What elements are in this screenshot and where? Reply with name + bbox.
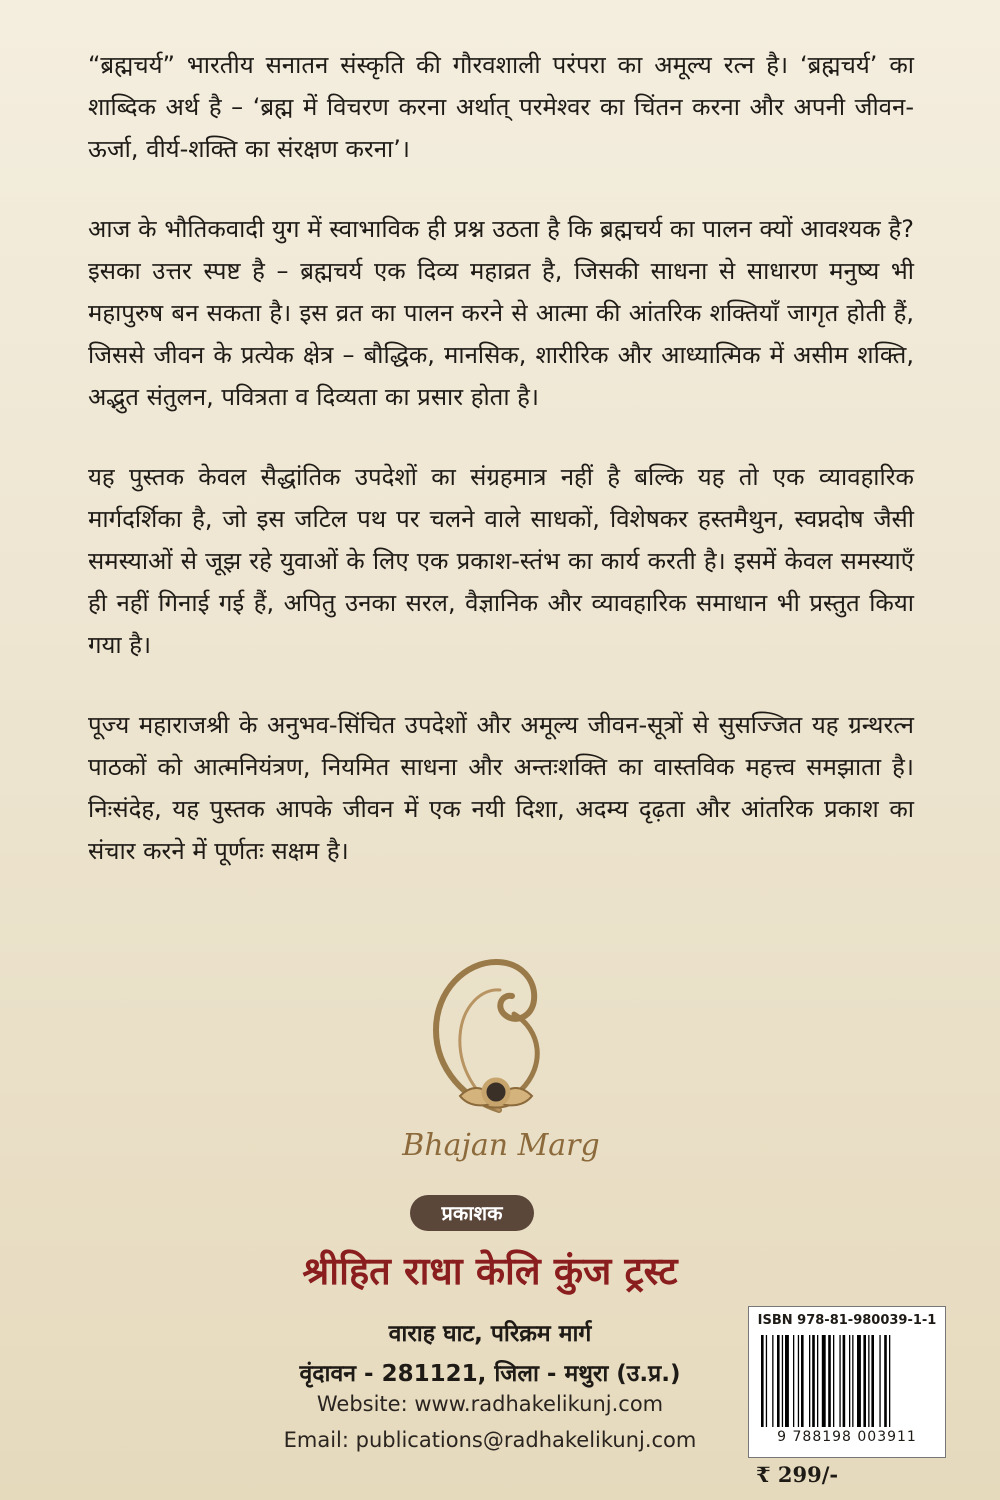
publisher-label: प्रकाशक bbox=[410, 1195, 534, 1231]
barcode-digits: 9 788198 003911 bbox=[777, 1429, 917, 1445]
address-line-2: वृंदावन - 281121, जिला - मथुरा (उ.प्र.) bbox=[299, 1361, 681, 1387]
address-line-1: वाराह घाट, परिक्रम मार्ग bbox=[388, 1321, 592, 1347]
description-paragraph: “ब्रह्मचर्य” भारतीय सनातन संस्कृति की गौरवशाली परंपरा का अमूल्य रत्न है। ‘ब्रह्मचर्य’ का शाब्दिक अर्थ है – ‘ब्रह्म में विचरण करना अर्थात् परमेश्वर का चिंतन करना और अपनी जीवन-ऊर्जा, वीर्य-शक्ति का संरक्षण करना’। bbox=[88, 51, 914, 163]
barcode-bars bbox=[759, 1335, 935, 1427]
description-paragraph: यह पुस्तक केवल सैद्धांतिक उपदेशों का संग्रहमात्र नहीं है बल्कि यह तो एक व्यावहारिक मार्गदर्शिका है, जो इस जटिल पथ पर चलने वाले साधकों, विशेषकर हस्तमैथुन, स्वप्नदोष जैसी समस्याओं से जूझ रहे युवाओं के लिए एक प्रकाश-स्तंभ का कार्य करती है। इसमें केवल समस्याएँ ही नहीं गिनाई गई हैं, अपितु उनका सरल, वैज्ञानिक और व्यावहारिक समाधान भी प्रस्तुत किया गया है। bbox=[88, 463, 914, 659]
description-paragraph: आज के भौतिकवादी युग में स्वाभाविक ही प्रश्न उठता है कि ब्रह्मचर्य का पालन क्यों आवश्यक है? इसका उत्तर स्पष्ट है – ब्रह्मचर्य एक दिव्य महाव्रत है, जिसकी साधना से साधारण मनुष्य भी महापुरुष बन सकता है। इस व्रत का पालन करने से आत्मा की आंतरिक शक्तियाँ जागृत होती हैं, जिससे जीवन के प्रत्येक क्षेत्र – बौद्धिक, मानसिक, शारीरिक और आध्यात्मिक में असीम शक्ति, अद्भुत संतुलन, पवित्रता व दिव्यता का प्रसार होता है। bbox=[88, 215, 914, 411]
email-text: Email: publications@radhakelikunj.com bbox=[283, 1428, 697, 1452]
website-text: Website: www.radhakelikunj.com bbox=[316, 1392, 664, 1416]
description-paragraph: पूज्य महाराजश्री के अनुभव-सिंचित उपदेशों और अमूल्य जीवन-सूत्रों से सुसज्जित यह ग्रन्थरत्न पाठकों को आत्मनियंत्रण, नियमित साधना और अन्तःशक्ति का वास्तविक महत्त्व समझाता है। निःसंदेह, यह पुस्तक आपके जीवन में एक नयी दिशा, अदम्य दृढ़ता और आंतरिक प्रकाश का संचार करने में पूर्णतः सक्षम है। bbox=[88, 711, 914, 865]
price-text: ₹ 299/- bbox=[756, 1462, 839, 1487]
bhajan-marg-logo bbox=[396, 950, 606, 1180]
paisley-lotus-icon bbox=[396, 950, 606, 1130]
description-text bbox=[88, 44, 914, 910]
isbn-text: ISBN 978-81-980039-1-1 bbox=[757, 1313, 937, 1328]
isbn-barcode bbox=[748, 1306, 946, 1458]
logo-text: Bhajan Marg bbox=[402, 1128, 600, 1163]
publisher-name: श्रीहित राधा केलि कुंज ट्रस्ट bbox=[302, 1249, 678, 1293]
